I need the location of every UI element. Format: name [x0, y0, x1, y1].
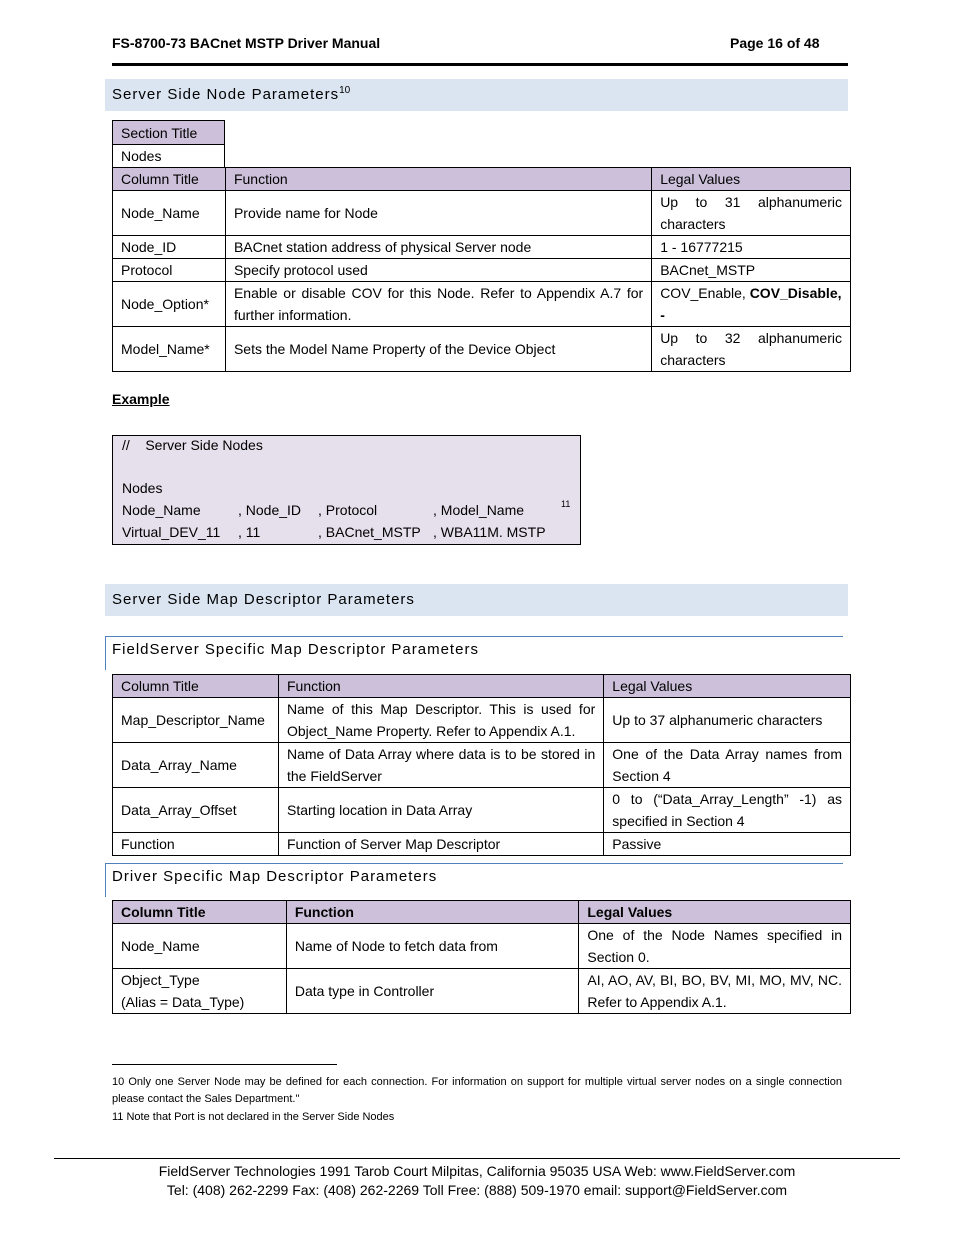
column-header: Column Title [113, 675, 279, 698]
table-row: Protocol Specify protocol used BACnet_MSTP [113, 259, 851, 282]
table-row: Node_ID BACnet station address of physical Server node 1 - 16777215 [113, 236, 851, 259]
example-value-cell: Virtual_DEV_11 [122, 524, 221, 540]
example-value-cell: , WBA11M. MSTP [433, 524, 546, 540]
footer-contact: Tel: (408) 262-2299 Fax: (408) 262-2269 Toll Free: (888) 509-1970 email: support@FieldServer.com [166, 1182, 788, 1198]
subheading-fieldserver-specific: FieldServer Specific Map Descriptor Parameters [105, 636, 843, 670]
column-header: Function [225, 168, 651, 191]
section-heading-server-side-map-descriptors: Server Side Map Descriptor Parameters [105, 584, 848, 616]
section-heading-server-side-nodes: Server Side Node Parameters$^{10}$ [105, 79, 848, 111]
table-row: Data_Array_Name Name of Data Array where data is to be stored in the FieldServer One of the Data Array names from Section 4 [113, 743, 851, 788]
column-header: Legal Values [652, 168, 851, 191]
node-parameters-table [112, 167, 851, 372]
driver-map-descriptor-table [112, 900, 851, 1014]
footer-rule [54, 1158, 900, 1159]
example-value-cell: , BACnet_MSTP [318, 524, 421, 540]
example-header-cell: , Protocol [318, 502, 378, 518]
example-comment: // Server Side Nodes [122, 437, 263, 453]
example-header-cell: , Model_Name [433, 502, 525, 518]
fieldserver-map-descriptor-table [112, 674, 851, 856]
table-row: Model_Name* Sets the Model Name Property of the Device Object Up to 32 alphanumeric characters [113, 327, 851, 372]
table-row: Node_Name Name of Node to fetch data from One of the Node Names specified in Section 0. [113, 924, 851, 969]
table-row: Function Function of Server Map Descriptor Passive [113, 833, 851, 856]
page-number: Page 16 of 48 [730, 35, 820, 51]
example-header-cell: Node_Name [122, 502, 201, 518]
column-header: Legal Values [604, 675, 851, 698]
column-header: Function [278, 675, 603, 698]
example-keyword: Nodes [122, 480, 163, 496]
footnote-11: 11 Note that Port is not declared in the Server Side Nodes [112, 1111, 395, 1123]
legal-values-cell: COV_Enable, COV_Disable, - [652, 282, 851, 327]
section-title-value: Nodes [113, 145, 225, 168]
example-label: Example [112, 391, 170, 407]
column-header: Column Title [113, 901, 287, 924]
table-row: Node_Name Provide name for Node Up to 31 alphanumeric characters [113, 191, 851, 236]
column-header: Column Title [113, 168, 226, 191]
example-code-box [112, 435, 581, 545]
footnote-10: 10 Only one Server Node may be defined for each connection. For information on support for multiple virtual server nodes on a single connection please contact the Sales Department." [112, 1076, 842, 1105]
footnote-rule [112, 1064, 337, 1065]
section-title-table [112, 120, 225, 168]
column-header: Function [286, 901, 579, 924]
footer-address: FieldServer Technologies 1991 Tarob Court Milpitas, California 95035 USA Web: www.FieldServer.com [158, 1163, 796, 1179]
subheading-driver-specific: Driver Specific Map Descriptor Parameters [105, 863, 843, 897]
example-value-cell: , 11 [238, 524, 261, 540]
column-header: Legal Values [579, 901, 851, 924]
example-header-cell: , Node_ID [238, 502, 302, 518]
table-row: Map_Descriptor_Name Name of this Map Descriptor. This is used for Object_Name Property. Refer to Appendix A.1. Up to 37 alphanumeric characters [113, 698, 851, 743]
header-rule [112, 63, 848, 66]
footnote-ref-10: 10 [339, 85, 351, 96]
table-row: Node_Option* Enable or disable COV for this Node. Refer to Appendix A.7 for further information. COV_Enable, COV_Disable, - [113, 282, 851, 327]
table-row: Data_Array_Offset Starting location in Data Array 0 to (“Data_Array_Length” -1) as specified in Section 4 [113, 788, 851, 833]
document-title: FS-8700-73 BACnet MSTP Driver Manual [112, 35, 381, 51]
section-title-label: Section Title [113, 121, 225, 145]
footnote-ref-11: 11 [561, 499, 571, 509]
table-row: Object_Type (Alias = Data_Type) Data type in Controller AI, AO, AV, BI, BO, BV, MI, MO, MV, NC. Refer to Appendix A.1. [113, 969, 851, 1014]
